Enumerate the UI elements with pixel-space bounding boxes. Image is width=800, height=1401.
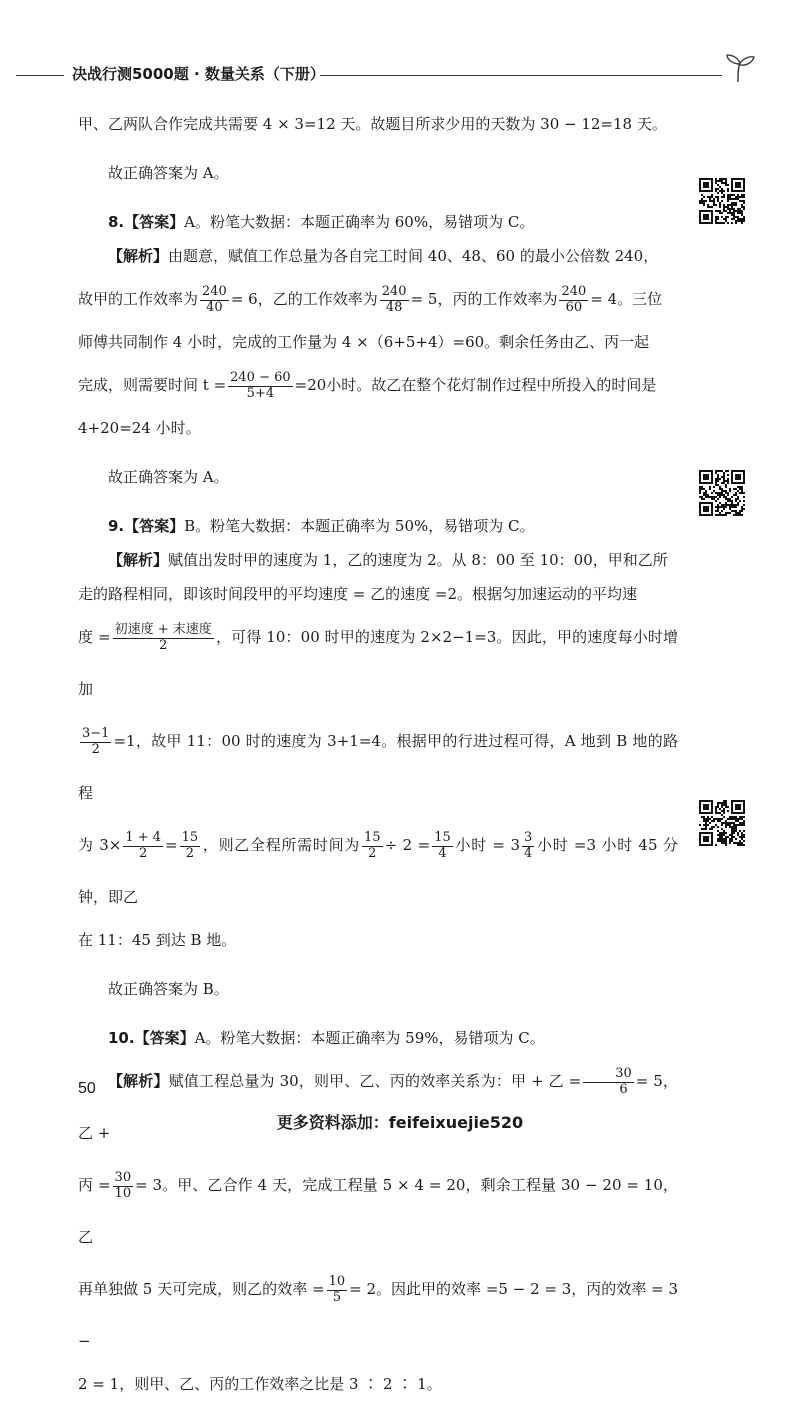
denominator: 2: [185, 845, 194, 861]
denominator: 40: [206, 299, 223, 315]
text-span: ÷ 2 =: [384, 836, 431, 854]
text-span: = 2。因此甲的效率 =5 − 2 = 3，丙的效率 = 3 −: [78, 1280, 678, 1350]
book-title: 决战行测5000题 · 数量关系（下册）: [72, 65, 325, 83]
text-span: = 4。三位: [590, 290, 663, 308]
denominator: 5+4: [246, 385, 275, 401]
fraction: [522, 831, 534, 862]
qr-code-icon: [699, 470, 745, 516]
denominator: 4: [524, 845, 533, 861]
text-span: = 5，乙 +: [78, 1072, 678, 1142]
answer-line: [78, 460, 678, 494]
numerator: 初速度 + 末速度: [114, 621, 212, 637]
denominator: 4: [438, 845, 447, 861]
denominator: 2: [159, 637, 168, 653]
fraction: [380, 285, 409, 316]
text-span: 2 = 1，则甲、乙、丙的工作效率之比是 3 ∶ 2 ∶ 1。: [78, 1375, 442, 1393]
fraction: [180, 831, 201, 862]
running-header: [0, 60, 800, 90]
q8-answer-head: [78, 205, 678, 239]
text-span: ，可得 10：00 时甲的速度为 2×2−1=3。因此，甲的速度每小时增加: [78, 628, 678, 698]
sprout-icon: [722, 54, 756, 84]
page-number: 50: [78, 1080, 96, 1097]
numerator: 1 + 4: [125, 829, 162, 845]
answer-tag: 8.【答案】: [108, 213, 185, 231]
q8-analysis: [78, 239, 678, 273]
analysis-tag: 【解析】: [108, 1072, 169, 1090]
denominator: 2: [91, 741, 100, 757]
footer-note: 更多资料添加：feifeixuejie520: [276, 1113, 524, 1132]
numerator: 240: [202, 283, 227, 299]
text-span: A。粉笔大数据：本题正确率为 60%，易错项为 C。: [184, 213, 535, 231]
text-span: 完成，则需要时间 t =: [78, 376, 227, 394]
text-span: 度 =: [78, 628, 111, 646]
fraction: [583, 1067, 634, 1098]
answer-line: [78, 156, 678, 190]
numerator: 15: [181, 829, 199, 845]
denominator: 10: [114, 1185, 132, 1201]
text-span: ，则乙全程所需时间为: [202, 836, 361, 854]
text-span: 赋值工程总量为 30，则甲、乙、丙的效率关系为：甲 + 乙 =: [168, 1072, 582, 1090]
qr-code-icon: [699, 178, 745, 224]
text-span: 故甲的工作效率为: [78, 290, 199, 308]
numerator: 3−1: [82, 725, 110, 741]
text-line: [78, 107, 678, 141]
text-span: =1，故甲 11：00 时的速度为 3+1=4。根据甲的行进过程可得，A 地到 B 地的路程: [78, 732, 678, 802]
numerator: 30: [114, 1169, 132, 1185]
text-line: [78, 359, 678, 411]
text-span: 由题意，赋值工作总量为各自完工时间 40、48、60 的最小公倍数 240，: [168, 247, 659, 265]
qr-code-icon: [699, 800, 745, 846]
numerator: 240 − 60: [230, 369, 291, 385]
answer-line: [78, 972, 678, 1006]
qr-code-q8[interactable]: [699, 178, 745, 224]
fraction: [559, 285, 588, 316]
text-line: [78, 1263, 678, 1367]
text-line: [78, 923, 678, 957]
text-span: =20小时。故乙在整个花灯制作过程中所投入的时间是: [294, 376, 657, 394]
numerator: 240: [561, 283, 587, 299]
q10-analysis: [78, 1055, 678, 1159]
q9-answer-head: [78, 509, 678, 543]
numerator: 15: [434, 829, 451, 845]
text-line: [78, 325, 678, 359]
text-span: =: [165, 836, 178, 854]
text-span: 甲、乙两队合作完成共需要 4 × 3=12 天。故题目所求少用的天数为 30 − 12=18 天。: [78, 115, 667, 133]
numerator: 30: [583, 1067, 634, 1083]
text-line: [78, 273, 678, 325]
fraction: [113, 623, 214, 654]
text-span: 故正确答案为 A。: [108, 164, 229, 182]
main-text: [78, 107, 678, 1401]
fraction: [362, 831, 383, 862]
text-line: [78, 577, 678, 611]
text-line: [78, 611, 678, 715]
text-span: 为 3×: [78, 836, 122, 854]
denominator: 60: [565, 299, 583, 315]
numerator: 10: [328, 1273, 346, 1289]
text-span: B。粉笔大数据：本题正确率为 50%，易错项为 C。: [184, 517, 535, 535]
fraction: [113, 1171, 134, 1202]
text-span: 在 11：45 到达 B 地。: [78, 931, 237, 949]
text-span: = 5，丙的工作效率为: [410, 290, 558, 308]
text-line: [78, 715, 678, 819]
q9-analysis: [78, 543, 678, 577]
text-line: [78, 1367, 678, 1401]
numerator: 15: [364, 829, 381, 845]
denominator: 5: [332, 1289, 341, 1305]
text-span: 故正确答案为 B。: [108, 980, 229, 998]
text-span: 再单独做 5 天可完成，则乙的效率 =: [78, 1280, 325, 1298]
analysis-tag: 【解析】: [108, 551, 169, 569]
answer-tag: 10.【答案】: [108, 1029, 195, 1047]
text-span: 赋值出发时甲的速度为 1，乙的速度为 2。从 8：00 至 10：00，甲和乙所: [168, 551, 668, 569]
text-span: 故正确答案为 A。: [108, 468, 229, 486]
fraction: [228, 371, 293, 402]
qr-code-q10[interactable]: [699, 800, 745, 846]
fraction: [432, 831, 453, 862]
denominator: 6: [619, 1081, 628, 1097]
text-span: 丙 =: [78, 1176, 111, 1194]
denominator: 2: [139, 845, 148, 861]
analysis-tag: 【解析】: [108, 247, 169, 265]
fraction: [200, 285, 229, 316]
text-line: [78, 411, 678, 445]
text-line: [78, 819, 678, 923]
fraction: [327, 1275, 348, 1306]
denominator: 48: [385, 299, 403, 315]
text-span: 小时 =3 小时 45 分钟，即乙: [78, 836, 678, 906]
text-span: 4+20=24 小时。: [78, 419, 201, 437]
text-span: 走的路程相同，即该时间段甲的平均速度 = 乙的速度 =2。根据匀加速运动的平均速: [78, 585, 637, 603]
q10-answer-head: [78, 1021, 678, 1055]
header-rule-right: [320, 75, 722, 76]
text-line: [78, 1159, 678, 1263]
text-span: 师傅共同制作 4 小时，完成的工作量为 4 ×（6+5+4）=60。剩余任务由乙、丙一起: [78, 333, 650, 351]
header-rule-left: [16, 75, 64, 76]
numerator: 240: [381, 283, 407, 299]
numerator: 3: [524, 829, 533, 845]
denominator: 2: [368, 845, 377, 861]
answer-tag: 9.【答案】: [108, 517, 185, 535]
text-span: 小时 = 3: [454, 836, 520, 854]
fraction: [123, 831, 163, 862]
text-span: A。粉笔大数据：本题正确率为 59%，易错项为 C。: [194, 1029, 545, 1047]
text-span: = 3。甲、乙合作 4 天，完成工程量 5 × 4 = 20，剩余工程量 30 − 20 = 10，乙: [78, 1176, 678, 1246]
qr-code-q9[interactable]: [699, 470, 745, 516]
fraction: [80, 727, 111, 758]
text-span: = 6，乙的工作效率为: [230, 290, 378, 308]
